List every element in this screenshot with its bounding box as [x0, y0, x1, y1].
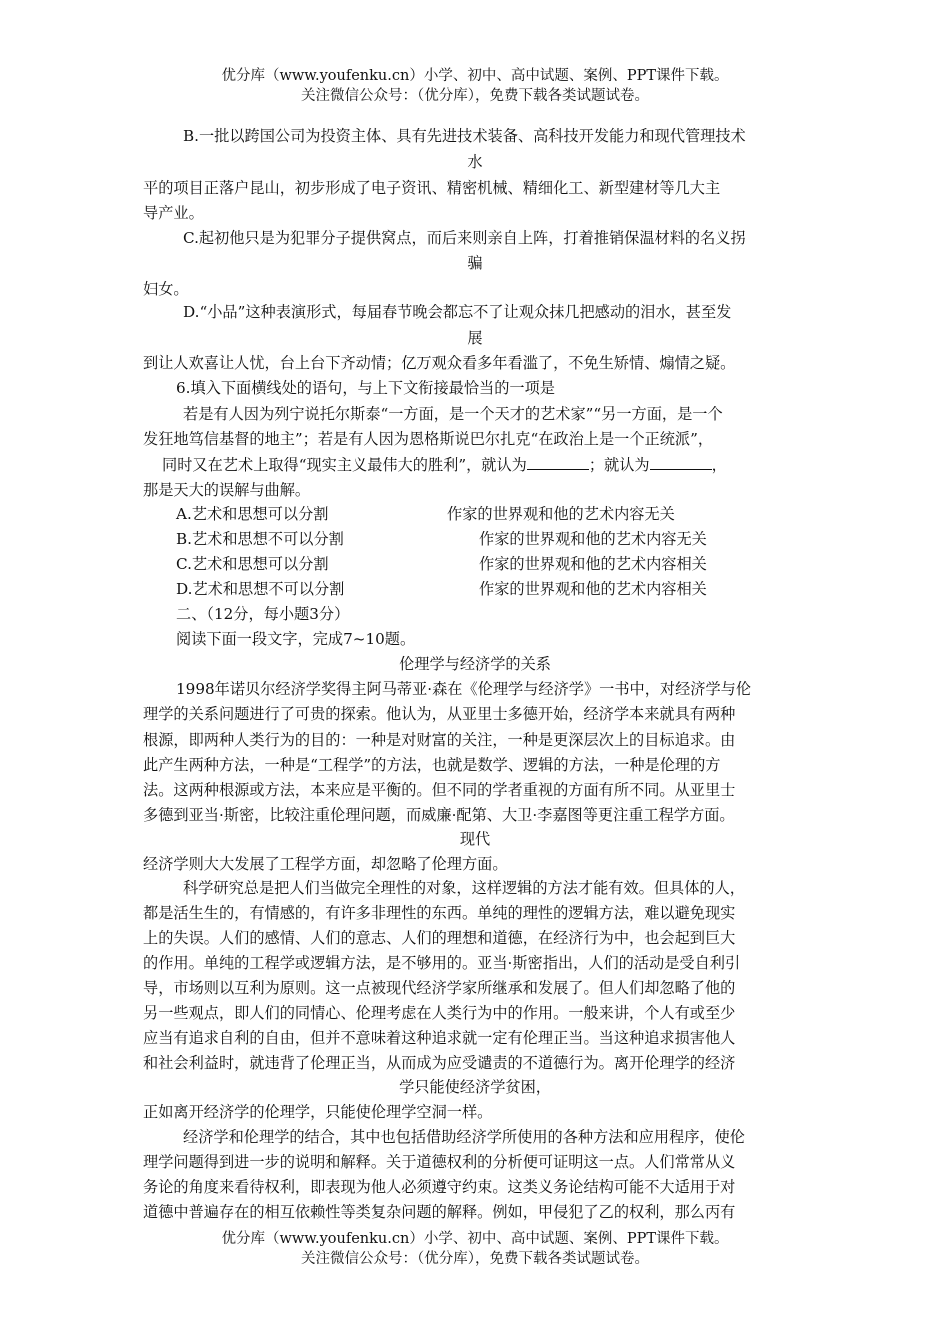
passage-p3-line-3: 务论的角度来看待权利，即表现为他人必须遵守约束。这类义务论结构可能不大适用于对	[143, 1178, 736, 1196]
q5-option-c-line-3: 妇女。	[143, 280, 189, 298]
passage-p2-line-5: 导，市场则以互利为原则。这一点被现代经济学家所继承和发展了。但人们却忽略了他的	[143, 979, 736, 997]
section-2-heading: 二、（12分，每小题3分）	[176, 605, 350, 623]
passage-p2-line-10: 正如离开经济学的伦理学，只能使伦理学空洞一样。	[143, 1103, 493, 1121]
passage-p1-line-7: 现代	[459, 830, 491, 848]
q5-option-b-line-2: 水	[467, 153, 483, 171]
q6-option-c-right: 作家的世界观和他的艺术内容相关	[479, 555, 707, 573]
passage-p1-line-4: 此产生两种方法，一种是“工程学”的方法，也就是数学、逻辑的方法，一种是伦理的方	[143, 756, 721, 774]
q6-passage-line-3	[162, 455, 727, 475]
q5-option-c-line-1: C.起初他只是为犯罪分子提供窝点，而后来则亲自上阵，打着推销保温材料的名义拐	[183, 229, 746, 247]
passage-title: 伦理学与经济学的关系	[399, 655, 551, 673]
q5-option-b-line-4: 导产业。	[143, 204, 204, 222]
passage-p2-line-4: 的作用。单纯的工程学或逻辑方法，是不够用的。亚当·斯密指出，人们的活动是受自利引	[143, 954, 741, 972]
passage-p2-line-7: 应当有追求自利的自由，但并不意味着这种追求就一定有伦理正当。当这种追求损害他人	[143, 1029, 736, 1047]
passage-p1-line-2: 理学的关系问题进行了可贵的探索。他认为，从亚里士多德开始，经济学本来就具有两种	[143, 705, 736, 723]
passage-p2-line-8: 和社会利益时，就违背了伦理正当，从而成为应受谴责的不道德行为。离开伦理学的经济	[143, 1054, 736, 1072]
passage-p2-line-2: 都是活生生的，有情感的，有许多非理性的东西。单纯的理性的逻辑方法，难以避免现实	[143, 904, 736, 922]
passage-p3-line-4: 道德中普遍存在的相互依赖性等类复杂问题的解释。例如，甲侵犯了乙的权利，那么丙有	[143, 1203, 736, 1221]
passage-p3-line-2: 理学问题得到进一步的说明和解释。关于道德权利的分析便可证明这一点。人们常常从义	[143, 1153, 736, 1171]
header-line-1: 优分库（www.youfenku.cn）小学、初中、高中试题、案例、PPT课件下载。	[221, 68, 729, 84]
q6-stem: 6.填入下面横线处的语句，与上下文衔接最恰当的一项是	[176, 379, 555, 397]
q6-passage-line-2: 发狂地笃信基督的地主”；若是有人因为恩格斯说巴尔扎克“在政治上是一个正统派”，	[143, 430, 714, 448]
passage-p1-line-6: 多德到亚当·斯密，比较注重伦理问题，而威廉·配第、大卫·李嘉图等更注重工程学方面。	[143, 806, 735, 824]
q6-option-a-left: A.艺术和思想可以分割	[176, 505, 329, 523]
q6-passage-line-3-part-3: ，	[711, 456, 727, 474]
footer-line-2: 关注微信公众号：（优分库），免费下载各类试题试卷。	[301, 1251, 649, 1267]
header-line-2: 关注微信公众号：（优分库），免费下载各类试题试卷。	[301, 88, 649, 104]
page-footer	[0, 1229, 950, 1269]
q6-option-b-right: 作家的世界观和他的艺术内容无关	[479, 530, 707, 548]
q6-passage-line-1: 若是有人因为列宁说托尔斯泰“一方面，是一个天才的艺术家”“另一方面，是一个	[183, 405, 723, 423]
passage-p1-line-3: 根源，即两种人类行为的目的：一种是对财富的关注，一种是更深层次上的目标追求。由	[143, 731, 736, 749]
q6-passage-line-4: 那是天大的误解与曲解。	[143, 481, 311, 499]
passage-p2-line-9: 学只能使经济学贫困，	[399, 1078, 551, 1096]
passage-p1-line-5: 法。这两种根源或方法，本来应是平衡的。但不同的学者重视的方面有所不同。从亚里士	[143, 781, 736, 799]
page-header	[0, 66, 950, 106]
q5-option-d-line-1: D.“小品”这种表演形式，每届春节晚会都忘不了让观众抹几把感动的泪水，甚至发	[183, 303, 732, 321]
passage-p1-line-1: 1998年诺贝尔经济学奖得主阿马蒂亚·森在《伦理学与经济学》一书中，对经济学与伦	[176, 680, 752, 698]
footer-line-1: 优分库（www.youfenku.cn）小学、初中、高中试题、案例、PPT课件下载。	[221, 1231, 729, 1247]
q6-passage-line-3-part-1: 同时又在艺术上取得“现实主义最伟大的胜利”，就认为	[162, 456, 527, 474]
q5-option-b-line-1: B.一批以跨国公司为投资主体、具有先进技术装备、高科技开发能力和现代管理技术	[183, 127, 746, 145]
q6-option-d-left: D.艺术和思想不可以分割	[176, 580, 345, 598]
q5-option-c-line-2: 骗	[467, 254, 483, 272]
q5-option-d-line-2: 展	[467, 329, 483, 347]
section-2-instruction: 阅读下面一段文字，完成7~10题。	[176, 630, 416, 648]
passage-p2-line-3: 上的失误。人们的感情、人们的意志、人们的理想和道德，在经济行为中，也会起到巨大	[143, 929, 736, 947]
passage-p2-line-1: 科学研究总是把人们当做完全理性的对象，这样逻辑的方法才能有效。但具体的人，	[183, 879, 745, 897]
passage-p2-line-6: 另一些观点，即人们的同情心、伦理考虑在人类行为中的作用。一般来讲，个人有或至少	[143, 1004, 736, 1022]
q5-option-d-line-3: 到让人欢喜让人忧，台上台下齐动情；亿万观众看多年看滥了，不免生矫情、煽情之疑。	[143, 354, 736, 372]
q6-blank-2	[650, 455, 712, 470]
q6-option-c-left: C.艺术和思想可以分割	[176, 555, 329, 573]
q6-blank-1	[527, 455, 589, 470]
q6-option-b-left: B.艺术和思想不可以分割	[176, 530, 344, 548]
q5-option-b-line-3: 平的项目正落户昆山，初步形成了电子资讯、精密机械、精细化工、新型建材等几大主	[143, 179, 721, 197]
passage-p3-line-1: 经济学和伦理学的结合，其中也包括借助经济学所使用的各种方法和应用程序，使伦	[183, 1128, 745, 1146]
passage-p1-line-8: 经济学则大大发展了工程学方面，却忽略了伦理方面。	[143, 855, 508, 873]
q6-option-d-right: 作家的世界观和他的艺术内容相关	[479, 580, 707, 598]
q6-passage-line-3-part-2: ；就认为	[588, 456, 650, 474]
q6-option-a-right: 作家的世界观和他的艺术内容无关	[447, 505, 675, 523]
